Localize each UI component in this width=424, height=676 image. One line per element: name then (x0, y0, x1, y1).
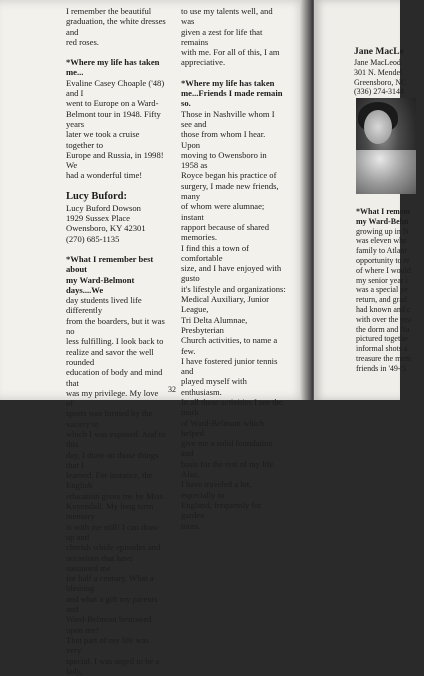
right-column-header (354, 44, 424, 97)
text-line: of Ward-Belmont which helped (181, 417, 265, 438)
text-line: occasions that have sustained me (66, 552, 133, 573)
text-line: Kuyendall. My long term memory (66, 501, 154, 522)
text-line: had a wonderful time! (66, 170, 143, 181)
text-line: 1929 Sussex Place (66, 213, 130, 224)
text-line: Lucy Buford Dowson (66, 202, 141, 213)
text-line: friends in '49-'5 (356, 363, 406, 373)
text-line: memories. (181, 232, 218, 243)
text-line: That part of my life was very (66, 634, 149, 656)
text-line: and what a gift my parents and (66, 593, 158, 615)
text-line: of whom were alumnae; instant (181, 201, 265, 222)
text-line: size, and I have enjoyed with gusto (181, 263, 282, 284)
text-line: appreciative. (181, 57, 226, 68)
text-line: Ward-Belmont bestowed upon me! (66, 614, 152, 635)
address-line: (336) 274-3144 (354, 87, 404, 97)
text-line: treasure the mem (356, 353, 412, 363)
text-line: day students lived life differently (66, 295, 142, 316)
text-line: went to Europe on a Ward- (66, 98, 159, 109)
text-line: I find this a town of comfortable (181, 242, 250, 263)
text-line: I have traveled a lot, especially to (181, 479, 252, 500)
text-line: informal shots a (356, 344, 408, 354)
text-line: realize and savor the well rounded (66, 346, 154, 367)
right-heading: Jane MacLe (354, 47, 404, 57)
text-line: Owensboro, KY 42301 (66, 223, 146, 234)
address-line: 301 N. Mendel (354, 67, 403, 77)
text-line: pictured togethe (356, 334, 408, 344)
text-line: was my privilege. My love of (66, 387, 159, 409)
text-line: I remember the beautiful (66, 6, 152, 16)
text-line: special. I was urged to be a lady, (66, 655, 160, 676)
text-line: (270) 685-1135 (66, 233, 120, 244)
text-line: basis for the rest of my life. Also, (181, 458, 276, 480)
text-line: of where I would (356, 265, 411, 275)
text-line: learned. For instance, the English (66, 470, 153, 491)
text-line: less fulfilling. I look back to (66, 336, 164, 347)
right-page (314, 0, 412, 400)
text-line: from the boarders, but it was no (66, 315, 165, 337)
text-line: played myself with enthusiasm. (181, 376, 247, 397)
text-line: which I was exposed. And to this (66, 428, 166, 450)
text-line: tours. (181, 520, 201, 531)
text-line: it's lifestyle and organizations: (181, 283, 286, 294)
text-line: the dorm and Na (356, 324, 410, 334)
paragraph-gap (66, 181, 166, 191)
page-number: 32 (168, 385, 176, 394)
text-line: Church activities, to name a few. (181, 335, 278, 356)
text-line: had known and c (356, 304, 411, 314)
text-line: moving to Owensboro in 1958 as (181, 149, 267, 171)
text-line: sports was formed by the variety to (66, 408, 153, 429)
paragraph-gap (66, 47, 166, 57)
question-title: *What I remember best about (66, 253, 154, 275)
question-title: my Ward-Belm (356, 216, 409, 226)
text-line: I have fostered junior tennis and (181, 355, 278, 377)
text-line: Europe and Russia, in 1998! We (66, 149, 164, 171)
text-line: to use my talents well, and was (181, 6, 273, 27)
text-line: red roses. (66, 36, 99, 47)
text-line: for half a century. What a blessing (66, 573, 154, 594)
section-heading: Lucy Buford: (66, 190, 127, 202)
right-column-text (356, 207, 416, 374)
photo-face (364, 110, 392, 144)
text-line: In all these activities I see the mark (181, 396, 283, 418)
text-line: family to Atlant (356, 246, 407, 256)
text-line: was a special ye (356, 285, 408, 295)
text-line: Those in Nashville whom I see and (181, 108, 275, 129)
question-title: *Where my life has taken me... (66, 57, 160, 78)
right-address-block (354, 58, 424, 97)
paragraph-gap (181, 68, 286, 78)
text-line: Royce began his practice of (181, 170, 277, 181)
text-line: Medical Auxiliary, Junior League, (181, 294, 269, 315)
text-line: later we took a cruise together to (66, 129, 140, 150)
text-line: England, frequently for garden (181, 499, 262, 521)
text-line: with me. For all of this, I am (181, 47, 280, 58)
text-line: growing up in N (356, 226, 409, 236)
question-title: me...Friends I made remain so. (181, 88, 283, 109)
text-line: was eleven whe (356, 236, 407, 246)
text-line: my senior year i (356, 275, 408, 285)
text-line: return, and grad (356, 295, 407, 305)
text-line: Evaline Casey Choaple ('48) and I (66, 77, 165, 99)
address-line: Jane MacLeod (354, 58, 401, 67)
text-line: education of body and mind that (66, 367, 163, 388)
left-column-1 (66, 6, 166, 676)
text-line: cherish whole episodes and (66, 542, 161, 553)
text-line: opportunity to re (356, 255, 410, 265)
address-line: Greensboro, NC (354, 77, 407, 87)
text-line: give me a solid foundation and (181, 438, 273, 459)
paragraph-gap (66, 244, 166, 254)
text-line: with over the yea (356, 314, 412, 324)
left-column-2 (181, 6, 286, 531)
text-line: those from whom I hear. Upon (181, 129, 266, 150)
portrait-photo (356, 98, 416, 194)
text-line: education given me by Miss (66, 490, 163, 501)
text-line: Belmont tour in 1948. Fifty years (66, 108, 161, 129)
text-line: rapport because of shared (181, 221, 270, 232)
text-line: day, I draw on those things that I (66, 449, 159, 470)
text-line: is with me still! I can draw up and (66, 521, 159, 542)
question-title: my Ward-Belmont days....We (66, 274, 135, 295)
text-line: given a zest for life that remains (181, 26, 263, 47)
question-title: *What I remem (356, 207, 411, 216)
text-line: Tri Delta Alumnae, Presbyterian (181, 314, 248, 335)
question-title: *Where my life has taken (181, 77, 275, 88)
text-line: surgery, I made new friends, many (181, 180, 279, 202)
text-line: graduation, the white dresses and (66, 16, 166, 37)
photo-dress (356, 150, 416, 194)
